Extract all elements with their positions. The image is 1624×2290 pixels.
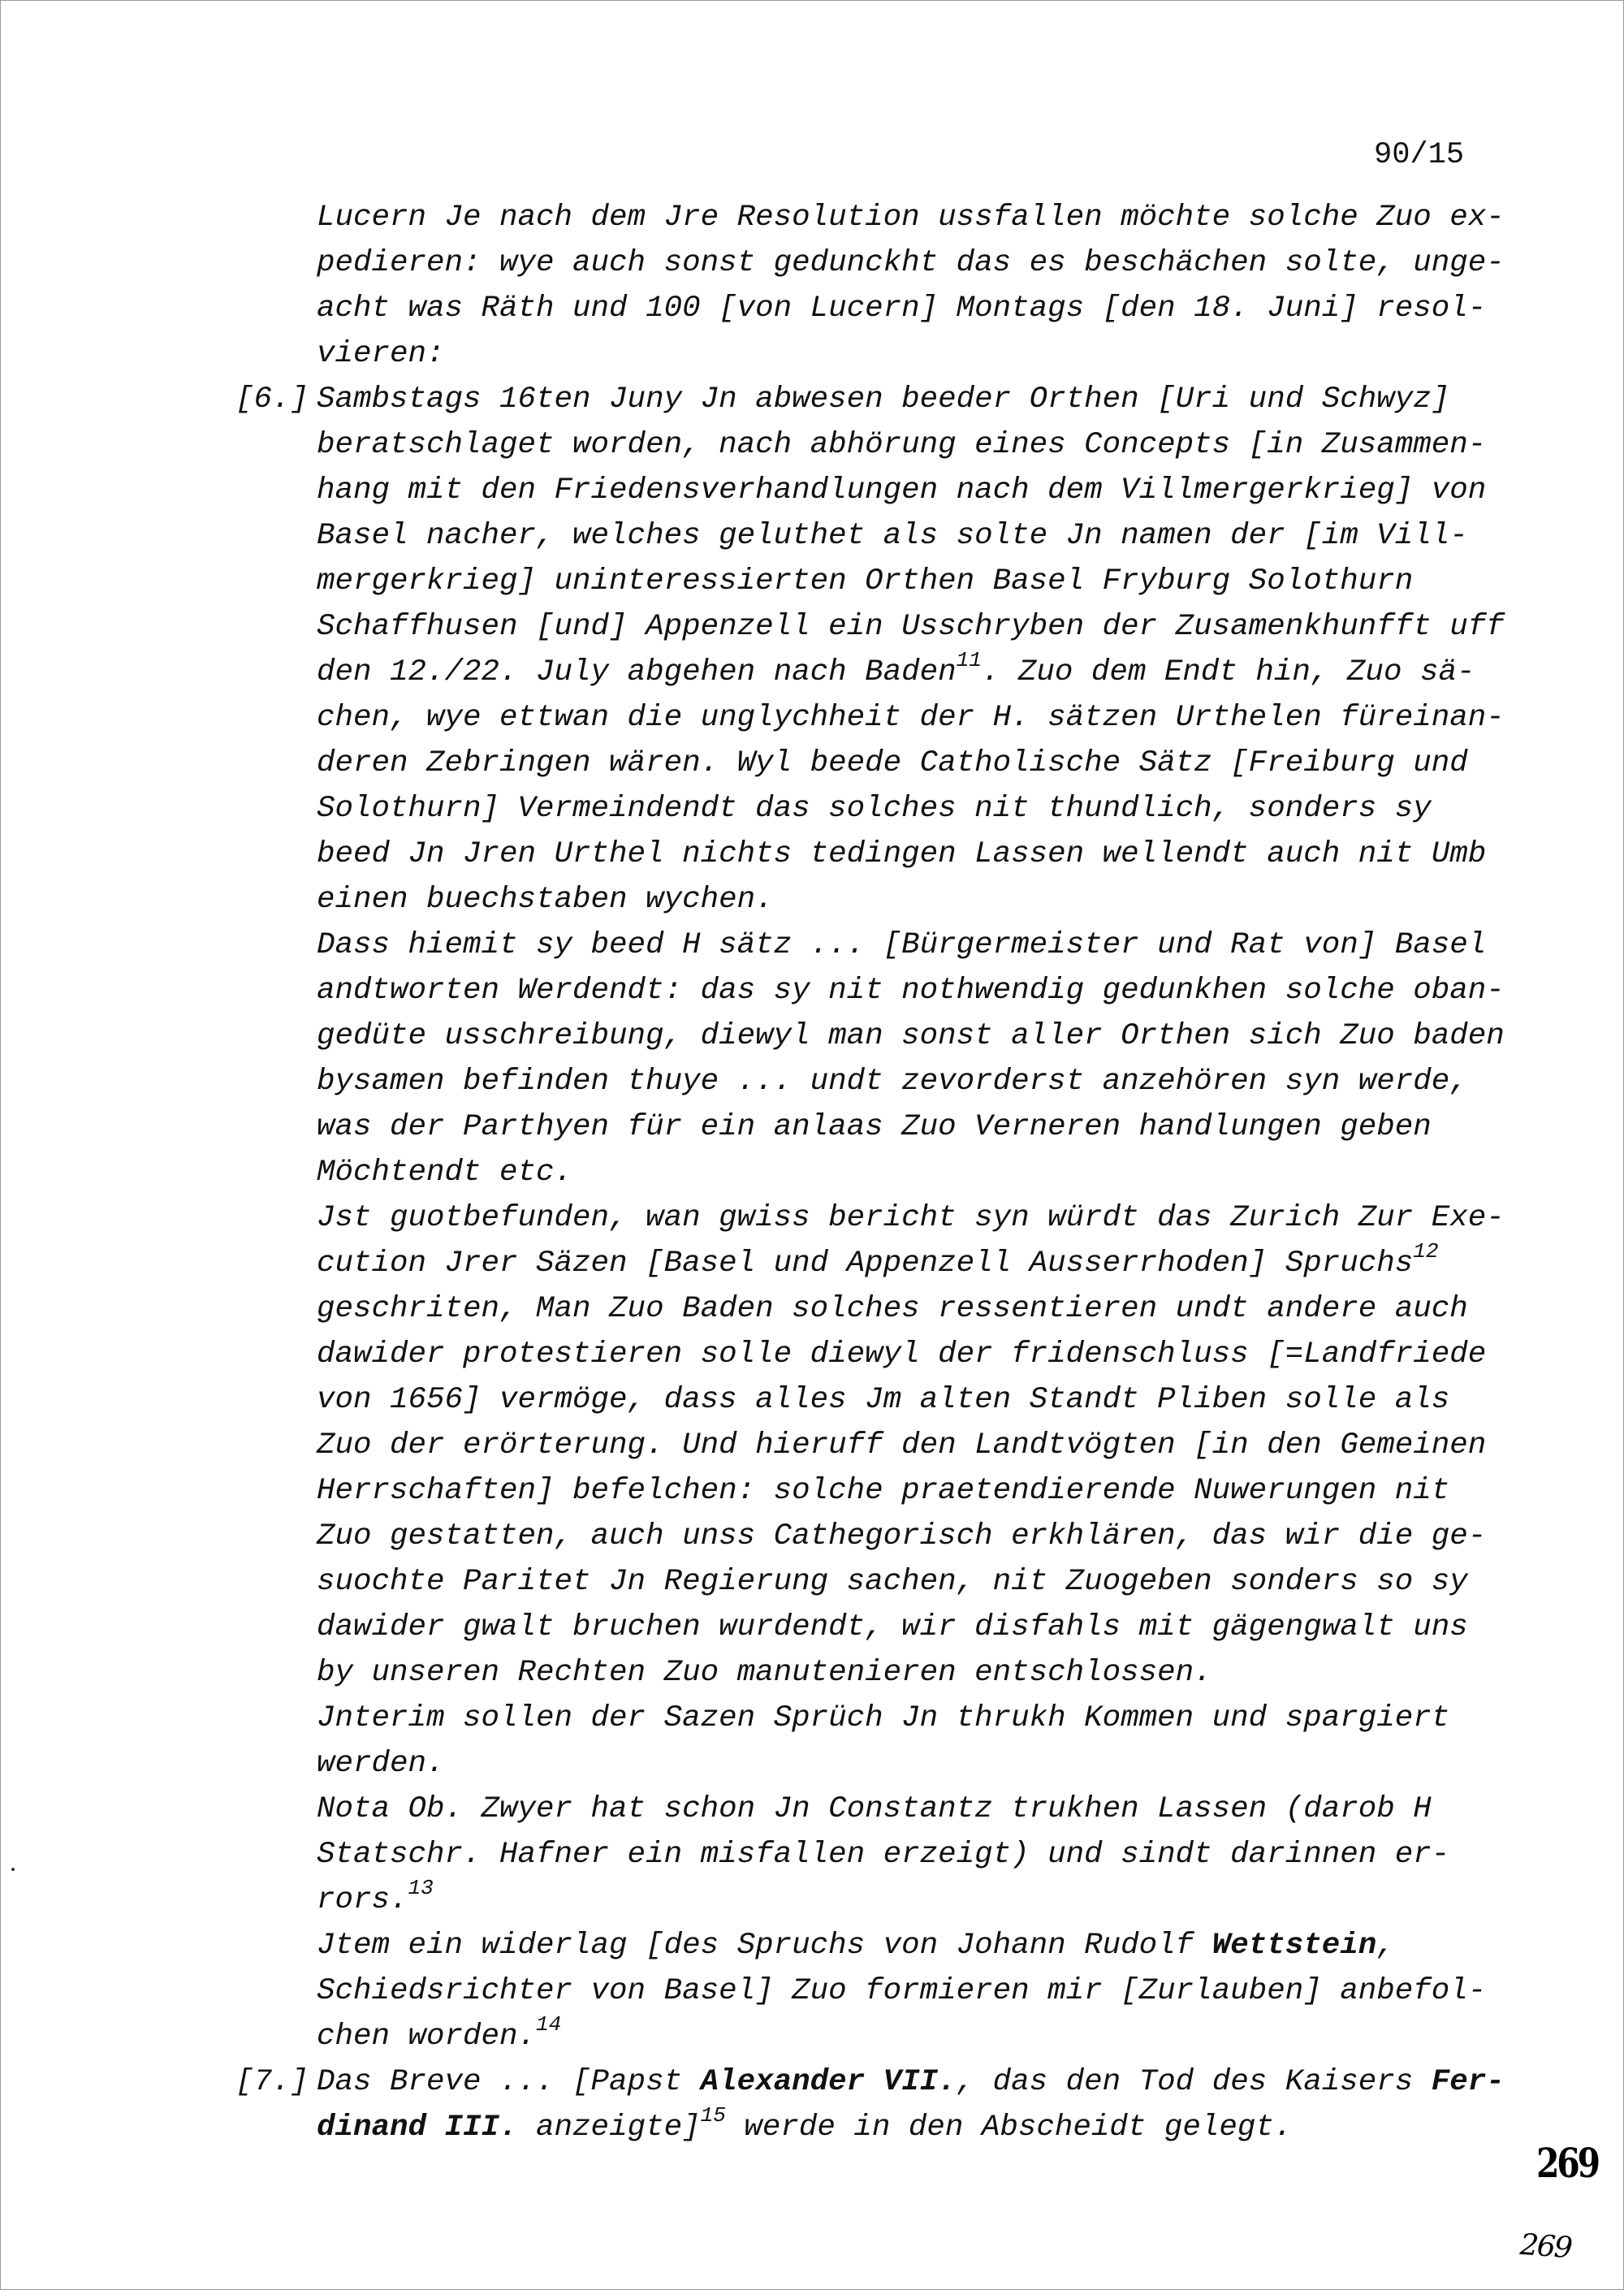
text-line: Basel nacher, welches geluthet als solte Jn namen der [im Vill- — [317, 519, 1468, 553]
text-line: hang mit den Friedensverhandlungen nach dem Villmergerkrieg] von — [317, 473, 1487, 508]
text-line: Schiedsrichter von Basel] Zuo formieren mir [Zurlauben] anbefol- — [317, 1974, 1487, 2008]
text-line: von 1656] vermöge, dass alles Jm alten Standt Pliben solle als — [317, 1383, 1450, 1417]
scan-speck — [11, 1868, 15, 1871]
text-line — [317, 2059, 1505, 2105]
text-line: suochte Paritet Jn Regierung sachen, nit Zuogeben sonders so sy — [317, 1565, 1468, 1599]
text-line: Lucern Je nach dem Jre Resolution ussfallen möchte solche Zuo ex- — [317, 201, 1505, 235]
text-segment: chen worden. — [317, 2020, 537, 2054]
text-line — [317, 2011, 562, 2059]
text-line: was der Parthyen für ein anlaas Zuo Verneren handlungen geben — [317, 1110, 1432, 1144]
text-line: Zuo der erörterung. Und hieruff den Landtvögten [in den Gemeinen — [317, 1428, 1487, 1463]
text-line: vieren: — [317, 337, 445, 371]
text-segment: Jtem ein widerlag [des Spruchs von Johann Rudolf — [317, 1929, 1212, 1963]
text-segment: den 12./22. July abgehen nach Baden — [317, 655, 957, 689]
text-line: beed Jn Jren Urthel nichts tedingen Lassen wellendt auch nit Umb — [317, 837, 1487, 871]
text-line: Dass hiemit sy beed H sätz ... [Bürgermeister und Rat von] Basel — [317, 928, 1487, 962]
text-line: Jst guotbefunden, wan gwiss bericht syn würdt das Zurich Zur Exe- — [317, 1201, 1505, 1235]
text-line: Möchtendt etc. — [317, 1156, 573, 1190]
text-line: chen, wye ettwan die unglychheit der H. sätzen Urthelen füreinan- — [317, 701, 1505, 735]
footnote-ref-13: 13 — [408, 1875, 434, 1900]
text-line: deren Zebringen wären. Wyl beede Catholische Sätz [Freiburg und — [317, 746, 1468, 780]
text-line: Jnterim sollen der Sazen Sprüch Jn thrukh Kommen und spargiert — [317, 1701, 1450, 1735]
text-line — [317, 1238, 1439, 1286]
text-line: dawider gwalt bruchen wurdendt, wir disfahls mit gägengwalt uns — [317, 1610, 1468, 1644]
text-line: acht was Räth und 100 [von Lucern] Montags [den 18. Juni] resol- — [317, 292, 1487, 326]
text-line: Solothurn] Vermeindendt das solches nit thundlich, sonders sy — [317, 792, 1432, 826]
text-line: pedieren: wye auch sonst gedunckht das es beschächen solte, unge- — [317, 246, 1505, 280]
text-line: andtworten Werdendt: das sy nit nothwendig gedunkhen solche oban- — [317, 974, 1505, 1008]
text-line: Schaffhusen [und] Appenzell ein Usschryben der Zusamenkhunfft uff — [317, 610, 1505, 644]
text-line: Sambstags 16ten Juny Jn abwesen beeder Orthen [Uri und Schwyz] — [317, 382, 1450, 417]
text-line — [317, 1923, 1395, 1968]
text-line: bysamen befinden thuye ... undt zevorderst anzehören syn werde, — [317, 1065, 1468, 1099]
handwritten-page-number-small: 269 — [1518, 2227, 1573, 2266]
text-segment: anzeigte] — [517, 2111, 701, 2145]
text-line: geschriten, Man Zuo Baden solches ressentieren undt andere auch — [317, 1292, 1468, 1326]
text-segment: , das den Tod des Kaisers — [956, 2065, 1432, 2099]
text-segment: . Zuo dem Endt hin, Zuo sä- — [981, 655, 1475, 689]
text-segment: Das Breve ... [Papst — [317, 2065, 701, 2099]
text-line: by unseren Rechten Zuo manutenieren entschlossen. — [317, 1656, 1212, 1690]
text-segment: rors. — [317, 1883, 408, 1917]
text-line: Herrschaften] befelchen: solche praetendierende Nuwerungen nit — [317, 1474, 1450, 1508]
text-segment: , — [1376, 1929, 1395, 1963]
footnote-ref-15: 15 — [700, 2102, 726, 2128]
paragraph-number-7: [7.] — [235, 2065, 309, 2099]
text-line: Nota Ob. Zwyer hat schon Jn Constantz trukhen Lassen (darob H — [317, 1792, 1432, 1826]
handwritten-page-number: 269 — [1536, 2139, 1598, 2187]
text-line — [317, 2102, 1293, 2150]
bold-name: Alexander VII. — [700, 2065, 957, 2099]
text-line — [317, 1877, 434, 1923]
bold-name: dinand III. — [317, 2111, 518, 2145]
footnote-ref-11: 11 — [956, 647, 982, 672]
footnote-ref-12: 12 — [1413, 1238, 1439, 1264]
text-line: werden. — [317, 1747, 445, 1781]
text-line — [317, 647, 1475, 695]
text-line: einen buechstaben wychen. — [317, 883, 774, 917]
text-segment: cution Jrer Säzen [Basel und Appenzell Ausserrhoden] Spruchs — [317, 1247, 1414, 1281]
text-line: Zuo gestatten, auch unss Cathegorisch erkhlären, das wir die ge- — [317, 1519, 1487, 1553]
bold-name: Fer- — [1431, 2065, 1505, 2099]
paragraph-number-6: [6.] — [235, 382, 309, 417]
text-segment: werde in den Abscheidt gelegt. — [725, 2111, 1293, 2145]
page-number: 90/15 — [1374, 138, 1465, 172]
text-line: Statschr. Hafner ein misfallen erzeigt) und sindt darinnen er- — [317, 1838, 1450, 1872]
footnote-ref-14: 14 — [536, 2011, 562, 2037]
text-line: mergerkrieg] uninteressierten Orthen Basel Fryburg Solothurn — [317, 564, 1414, 598]
bold-name: Wettstein — [1212, 1929, 1377, 1963]
text-line: beratschlaget worden, nach abhörung eines Concepts [in Zusammen- — [317, 428, 1487, 462]
text-line: gedüte usschreibung, diewyl man sonst aller Orthen sich Zuo baden — [317, 1019, 1505, 1053]
text-line: dawider protestieren solle diewyl der fridenschluss [=Landfriede — [317, 1337, 1487, 1372]
